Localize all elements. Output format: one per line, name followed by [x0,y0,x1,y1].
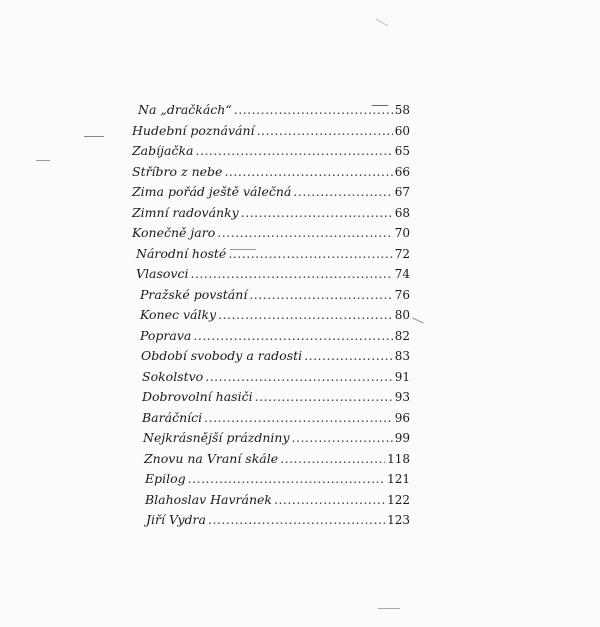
toc-entry-page: 83 [394,349,410,363]
dot-leader [292,428,393,449]
toc-entry-page: 123 [387,513,410,527]
toc-entry [132,162,410,183]
toc-entry [141,346,410,367]
toc-entry-title: Národní hosté [136,245,227,261]
toc-entry-page: 72 [394,246,410,261]
toc-entry-page: 67 [394,185,410,199]
dot-leader [293,182,392,203]
toc-entry-page: 65 [394,144,410,158]
toc-entry-page: 93 [394,390,410,404]
toc-entry [132,121,410,142]
scan-mark [412,318,423,324]
toc-entry-title: Období svobody a radosti [141,348,303,363]
dot-leader [234,100,393,121]
toc-entry-title: Konečně jaro [132,225,216,240]
toc-entry-title: Dobrovolní hasiči [142,389,253,404]
toc-entry-title: Nejkrásnější prázdniny [143,430,290,445]
toc-entry [142,408,410,429]
dot-leader [193,326,392,347]
toc-entry [132,141,410,162]
toc-entry-page: 60 [394,123,410,138]
toc-entry [146,510,410,531]
dot-leader [205,367,393,388]
toc-entry-title: Epilog [145,471,186,486]
toc-entry [136,264,410,285]
dot-leader [241,203,393,224]
toc-entry [132,182,410,203]
toc-entry-page: 99 [394,431,410,445]
dot-leader [196,141,393,162]
dot-leader [188,469,385,490]
toc-entry [145,469,410,490]
toc-entry [132,223,410,244]
toc-entry-page: 58 [394,103,410,117]
toc-entry [138,100,410,121]
toc-entry [145,490,410,511]
scan-mark [84,136,104,137]
toc-entry-title: Blahoslav Havránek [145,491,272,507]
dot-leader [218,305,393,326]
toc-entry-page: 74 [394,267,410,281]
toc-entry-page: 121 [387,472,410,486]
toc-entry-title: Zabíjačka [132,143,194,158]
toc-entry [143,428,410,449]
toc-entry-page: 118 [387,451,410,466]
toc-entry [136,244,410,265]
scan-mark [378,608,400,609]
toc-entry-title: Jiří Vydra [146,512,206,527]
toc-entry-page: 70 [394,226,410,240]
toc-entry [140,326,410,347]
toc-entry [142,367,410,388]
toc-entry-title: Vlasovci [136,266,189,281]
dot-leader [224,162,392,183]
toc-entry [144,449,410,470]
dot-leader [228,244,392,265]
toc-entry [142,387,410,408]
toc-entry-title: Konec války [140,307,217,322]
toc-entry-title: Hudební poznávání [132,122,255,138]
dot-leader [217,223,392,244]
toc-entry [140,285,410,306]
toc-entry-title: Pražské povstání [140,286,248,302]
dot-leader [280,449,385,470]
toc-entry-page: 82 [394,328,410,343]
dot-leader [257,121,393,142]
toc-entry-title: Znovu na Vraní skále [144,450,279,466]
dot-leader [208,510,385,531]
toc-entry-page: 80 [394,308,410,322]
dot-leader [255,387,393,408]
table-of-contents [132,100,410,531]
toc-entry-page: 91 [394,369,410,384]
toc-entry-title: Poprava [140,327,192,343]
scan-mark [376,19,389,27]
toc-entry-title: Zima pořád ještě válečná [132,184,292,199]
dot-leader [249,285,392,306]
dot-leader [190,264,392,285]
toc-entry-page: 76 [394,287,410,302]
toc-entry-page: 122 [387,492,410,507]
toc-entry-page: 68 [394,205,410,220]
toc-entry [140,305,410,326]
toc-entry [132,203,410,224]
toc-entry-title: Sokolstvo [142,368,204,384]
toc-entry-title: Baráčníci [142,409,203,425]
toc-entry-title: Stříbro z nebe [132,163,223,179]
toc-entry-page: 66 [394,164,410,179]
scan-mark [36,160,50,161]
dot-leader [204,408,393,429]
toc-entry-title: Na „dračkách“ [138,102,232,117]
toc-entry-title: Zimní radovánky [132,204,239,220]
toc-entry-page: 96 [394,410,410,425]
dot-leader [304,346,393,367]
dot-leader [274,490,385,511]
